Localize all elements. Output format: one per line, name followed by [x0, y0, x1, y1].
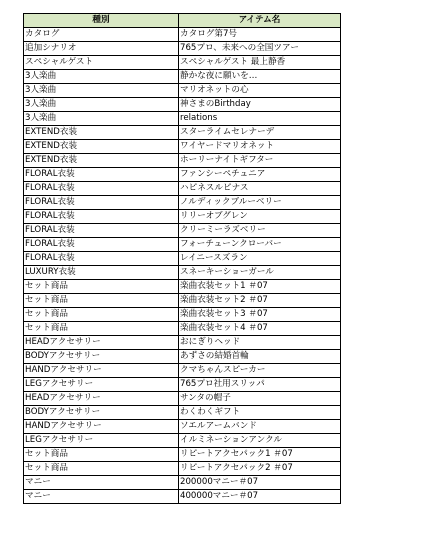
- table-row: [24, 224, 341, 238]
- type-cell: セット商品: [24, 308, 179, 322]
- table-row: [24, 350, 341, 364]
- item-name-cell: 765プロ社用スリッパ: [179, 378, 341, 392]
- table-row: [24, 322, 341, 336]
- table-row: [24, 476, 341, 490]
- type-cell: カタログ: [24, 28, 179, 42]
- item-name-cell: あずさの結婚首輪: [179, 350, 341, 364]
- item-name-cell: リリーオブグレン: [179, 210, 341, 224]
- type-cell: 3人楽曲: [24, 112, 179, 126]
- table-row: [24, 126, 341, 140]
- type-cell: 追加シナリオ: [24, 42, 179, 56]
- table-row: [24, 238, 341, 252]
- item-name-cell: スターライムセレナーデ: [179, 126, 341, 140]
- type-cell: HEADアクセサリー: [24, 336, 179, 350]
- table-row: [24, 364, 341, 378]
- table-row: [24, 252, 341, 266]
- type-cell: FLORAL衣装: [24, 210, 179, 224]
- table-row: [24, 448, 341, 462]
- type-cell: EXTEND衣装: [24, 154, 179, 168]
- type-cell: スペシャルゲスト: [24, 56, 179, 70]
- table-row: [24, 140, 341, 154]
- item-name-cell: リピートアクセパック1 ＃07: [179, 448, 341, 462]
- type-cell: 3人楽曲: [24, 70, 179, 84]
- type-cell: マニー: [24, 476, 179, 490]
- table-row: [24, 98, 341, 112]
- table-row: [24, 210, 341, 224]
- type-cell: BODYアクセサリー: [24, 350, 179, 364]
- type-cell: セット商品: [24, 294, 179, 308]
- table-body: [24, 28, 341, 504]
- table-row: [24, 70, 341, 84]
- table-row: [24, 154, 341, 168]
- item-name-cell: 楽曲衣装セット4 ＃07: [179, 322, 341, 336]
- type-cell: 3人楽曲: [24, 84, 179, 98]
- item-name-cell: マリオネットの心: [179, 84, 341, 98]
- type-cell: セット商品: [24, 322, 179, 336]
- item-name-cell: フォーチューンクローバー: [179, 238, 341, 252]
- item-name-cell: ファンシーペチュニア: [179, 168, 341, 182]
- type-cell: FLORAL衣装: [24, 182, 179, 196]
- type-cell: LEGアクセサリー: [24, 378, 179, 392]
- table-row: [24, 406, 341, 420]
- item-name-cell: 765プロ、未来への全国ツアー: [179, 42, 341, 56]
- item-name-cell: ホーリーナイトギフター: [179, 154, 341, 168]
- table-row: [24, 280, 341, 294]
- item-name-cell: 400000マニー＃07: [179, 490, 341, 504]
- type-cell: LUXURY衣装: [24, 266, 179, 280]
- table-row: [24, 84, 341, 98]
- table-row: [24, 294, 341, 308]
- type-cell: EXTEND衣装: [24, 126, 179, 140]
- type-cell: FLORAL衣装: [24, 196, 179, 210]
- item-name-cell: おにぎりヘッド: [179, 336, 341, 350]
- item-name-cell: サンタの帽子: [179, 392, 341, 406]
- item-name-cell: 楽曲衣装セット3 ＃07: [179, 308, 341, 322]
- table-row: [24, 182, 341, 196]
- item-name-cell: ノルディックブルーベリー: [179, 196, 341, 210]
- table-row: [24, 308, 341, 322]
- type-cell: BODYアクセサリー: [24, 406, 179, 420]
- item-name-cell: リピートアクセパック2 ＃07: [179, 462, 341, 476]
- table-row: [24, 112, 341, 126]
- type-cell: セット商品: [24, 462, 179, 476]
- item-name-cell: カタログ第7号: [179, 28, 341, 42]
- table-row: [24, 378, 341, 392]
- item-name-cell: わくわくギフト: [179, 406, 341, 420]
- item-name-cell: relations: [179, 112, 341, 126]
- item-name-cell: 楽曲衣装セット2 ＃07: [179, 294, 341, 308]
- item-name-cell: 神さまのBirthday: [179, 98, 341, 112]
- table-row: [24, 56, 341, 70]
- item-name-cell: ワイヤードマリオネット: [179, 140, 341, 154]
- column-header-item-name: アイテム名: [179, 14, 341, 28]
- item-name-cell: ハピネスルピナス: [179, 182, 341, 196]
- type-cell: FLORAL衣装: [24, 238, 179, 252]
- table-row: [24, 196, 341, 210]
- type-cell: EXTEND衣装: [24, 140, 179, 154]
- type-cell: セット商品: [24, 448, 179, 462]
- item-name-cell: イルミネーションアンクル: [179, 434, 341, 448]
- item-name-cell: スネーキーショーガール: [179, 266, 341, 280]
- type-cell: HEADアクセサリー: [24, 392, 179, 406]
- table-row: [24, 434, 341, 448]
- item-name-cell: 200000マニー＃07: [179, 476, 341, 490]
- table-row: [24, 336, 341, 350]
- type-cell: FLORAL衣装: [24, 252, 179, 266]
- item-table: [23, 13, 341, 504]
- item-name-cell: クマちゃんスピーカー: [179, 364, 341, 378]
- item-name-cell: レイニースズラン: [179, 252, 341, 266]
- item-name-cell: スペシャルゲスト 最上静香: [179, 56, 341, 70]
- table-row: [24, 266, 341, 280]
- table-row: [24, 462, 341, 476]
- type-cell: HANDアクセサリー: [24, 420, 179, 434]
- table-row: [24, 420, 341, 434]
- type-cell: LEGアクセサリー: [24, 434, 179, 448]
- table-row: [24, 168, 341, 182]
- table-row: [24, 42, 341, 56]
- table-row: [24, 392, 341, 406]
- header-row: [24, 14, 341, 28]
- type-cell: FLORAL衣装: [24, 224, 179, 238]
- column-header-type: 種別: [24, 14, 179, 28]
- type-cell: 3人楽曲: [24, 98, 179, 112]
- item-name-cell: 静かな夜に願いを…: [179, 70, 341, 84]
- table-row: [24, 28, 341, 42]
- item-name-cell: ソエルアームバンド: [179, 420, 341, 434]
- table-row: [24, 490, 341, 504]
- type-cell: FLORAL衣装: [24, 168, 179, 182]
- type-cell: HANDアクセサリー: [24, 364, 179, 378]
- item-name-cell: クリーミーラズベリー: [179, 224, 341, 238]
- item-name-cell: 楽曲衣装セット1 ＃07: [179, 280, 341, 294]
- type-cell: セット商品: [24, 280, 179, 294]
- type-cell: マニー: [24, 490, 179, 504]
